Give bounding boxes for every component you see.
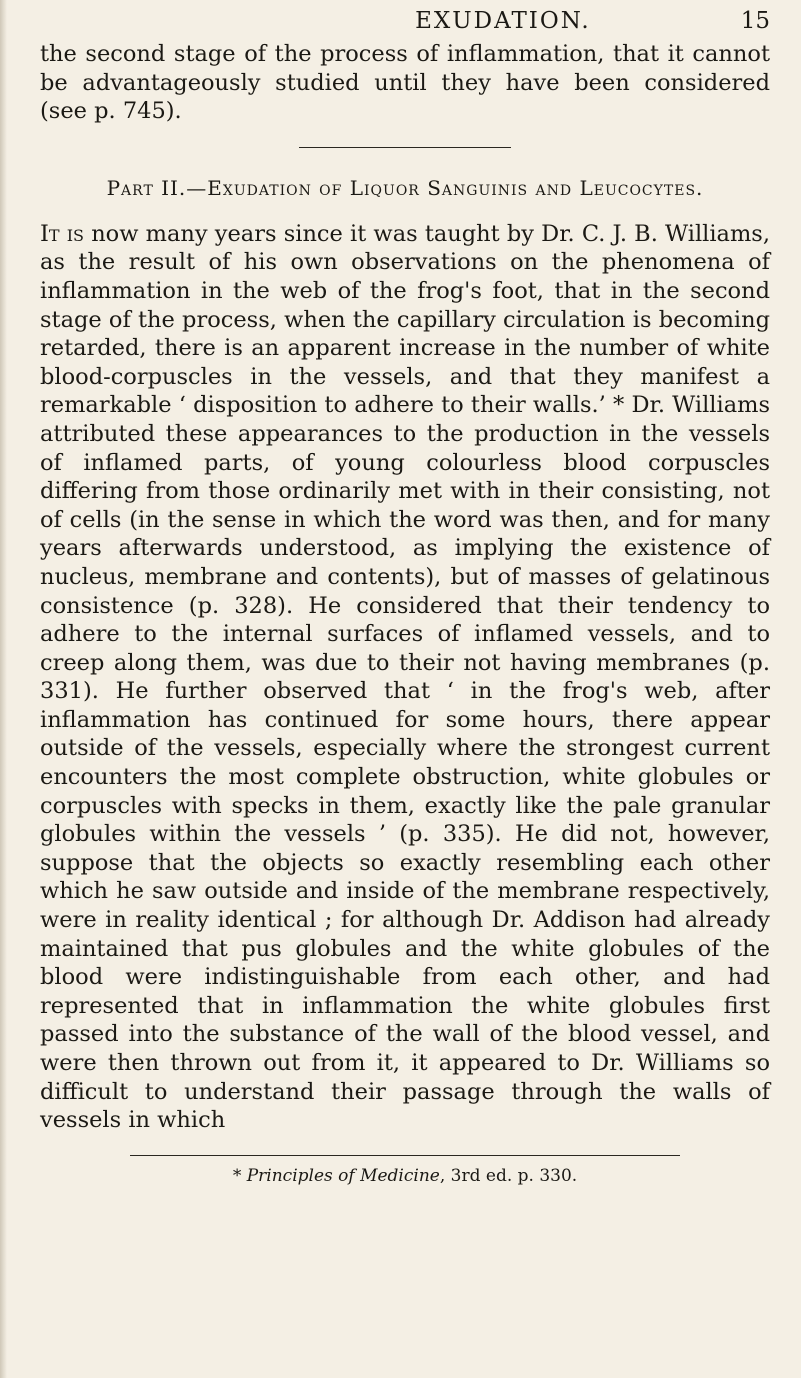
heading-title: Exudation of Liquor Sanguinis and Leucocytes.	[207, 175, 704, 200]
paragraph-body: now many years since it was taught by Dr. C. J. B. Williams, as the result of his own observations on the phenomena of inflammation in the web of the frog's foot, that in the second stage of the process, when the capillary circulation is becoming retarded, there is an apparent increase in the number of white blood-corpuscles in the vessels, and that they manifest a remarkable ‘ disposition to adhere to their walls.’ * Dr. Williams attributed these appearances to the production in the vessels of inflamed parts, of young colourless blood corpuscles differing from those ordinarily met with in their consisting, not of cells (in the sense in which the word was then, and for many years afterwards understood, as implying the existence of nucleus, membrane and contents), but of masses of gelatinous consistence (p. 328). He considered that their tendency to adhere to the internal surfaces of inflamed vessels, and to creep along them, was due to their not having membranes (p. 331). He further observed that ‘ in the frog's web, after inflammation has continued for some hours, there appear outside of the vessels, especially where the strongest current encounters the most complete obstruction, white globules or corpuscles with specks in them, exactly like the pale granular globules within the vessels ’ (p. 335). He did not, however, suppose that the objects so exactly resembling each other which he saw outside and inside of the membrane respectively, were in reality identical ; for although Dr. Addison had already maintained that pus globules and the white globules of the blood were indistinguishable from each other, and had represented that in inflammation the white globules first passed into the substance of the wall of the blood vessel, and were then thrown out from it, it appeared to Dr. Williams so difficult to understand their passage through the walls of vessels in which	[40, 220, 770, 1134]
main-paragraph	[40, 220, 770, 1135]
footnote-marker: *	[232, 1165, 247, 1186]
page-number: 15	[740, 8, 770, 34]
heading-part-label: Part II.	[106, 175, 187, 200]
running-title: EXUDATION.	[415, 8, 591, 34]
heading-dash: —	[186, 175, 208, 200]
footnote-rule	[130, 1155, 680, 1156]
intro-paragraph: the second stage of the process of inflammation, that it cannot be advantageously studied until they have been considered (see p. 745).	[40, 41, 770, 125]
page-binding-shadow	[0, 0, 7, 1378]
footnote	[40, 1166, 770, 1186]
book-page	[40, 8, 770, 1186]
section-heading	[40, 174, 770, 202]
paragraph-opening-words: It is	[40, 220, 85, 247]
footnote-title: Principles of Medicine	[246, 1165, 440, 1186]
running-head	[40, 8, 770, 40]
footnote-citation: , 3rd ed. p. 330.	[439, 1165, 578, 1186]
section-divider	[299, 147, 511, 148]
